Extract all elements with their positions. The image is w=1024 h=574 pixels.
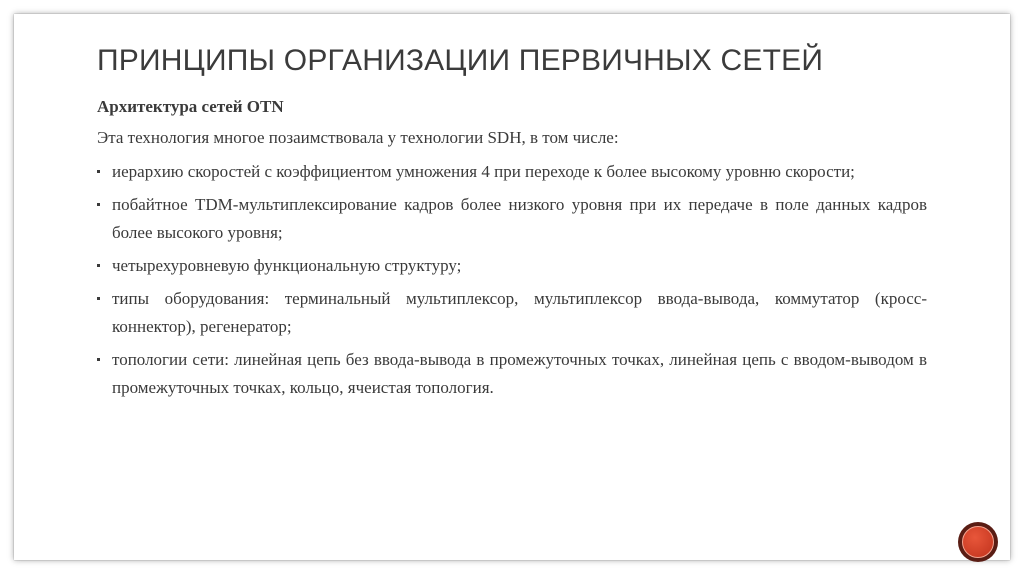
bullet-text: четырехуровневую функциональную структуру;	[112, 256, 462, 275]
bullet-marker	[97, 358, 100, 361]
bullet-item	[97, 346, 927, 402]
bullet-text: топологии сети: линейная цепь без ввода-вывода в промежуточных точках, линейная цепь с вводом-выводом в промежуточных точках, кольцо, ячеистая топология.	[112, 350, 927, 397]
bullet-item	[97, 285, 927, 341]
slide-subtitle: Архитектура сетей OTN	[97, 97, 284, 116]
bullet-text: иерархию скоростей с коэффициентом умножения 4 при переходе к более высокому уровню скорости;	[112, 162, 855, 181]
bullet-marker	[97, 297, 100, 300]
bullet-item	[97, 158, 927, 186]
bullet-list	[97, 158, 927, 407]
bullet-marker	[97, 264, 100, 267]
bullet-marker	[97, 203, 100, 206]
bullet-text: типы оборудования: терминальный мультиплексор, мультиплексор ввода-вывода, коммутатор (кросс-коннектор), регенератор;	[112, 289, 927, 336]
circle-nav-icon	[962, 526, 994, 558]
bullet-marker	[97, 170, 100, 173]
circle-nav-button[interactable]	[958, 522, 998, 562]
bullet-text: побайтное TDM-мультиплексирование кадров более низкого уровня при их передаче в поле данных кадров более высокого уровня;	[112, 195, 927, 242]
bullet-item	[97, 191, 927, 247]
intro-text: Эта технология многое позаимствовала у технологии SDH, в том числе:	[97, 128, 619, 147]
bullet-item	[97, 252, 927, 280]
slide-title: ПРИНЦИПЫ ОРГАНИЗАЦИИ ПЕРВИЧНЫХ СЕТЕЙ	[97, 44, 824, 77]
